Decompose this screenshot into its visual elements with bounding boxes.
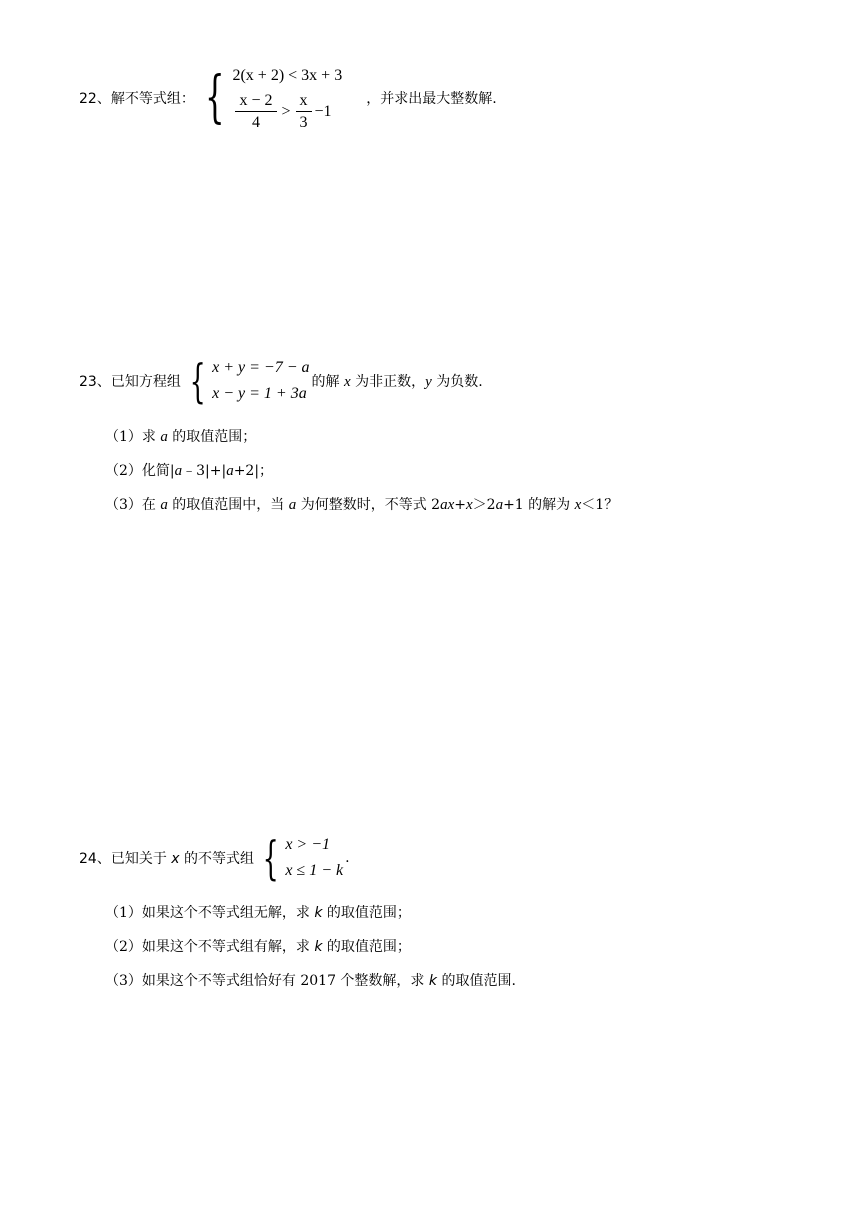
left-brace: { <box>204 65 225 130</box>
problem-22 <box>79 62 497 134</box>
system-line-2: $\frac{x - 2}{4}$ > $\frac{x}{3}$ −1 <box>232 90 342 134</box>
system-line-2: x ≤ 1 − k <box>285 862 344 879</box>
problem-number: 22、 <box>79 91 111 107</box>
question-24-3: （3）如果这个不等式组恰好有 2017 个整数解，求 k 的取值范围. <box>105 973 516 989</box>
left-brace: { <box>189 354 206 408</box>
question-24-1: （1）如果这个不等式组无解，求 k 的取值范围； <box>105 905 411 921</box>
problem-lead: 已知方程组 <box>110 374 181 390</box>
problem-tail: 的解 x 为非正数，y 为负数. <box>311 374 483 390</box>
problem-number: 24、 <box>79 851 111 867</box>
question-23-3: （3）在 a 的取值范围中，当 a 为何整数时，不等式 2ax+x＞2a+1 的解为 x＜1？ <box>105 497 619 513</box>
system-line-2: x − y = 1 + 3a <box>212 385 307 402</box>
system-line-1: x > −1 <box>285 836 331 853</box>
question-23-1: （1）求 a 的取值范围； <box>105 429 257 445</box>
problem-23 <box>79 355 483 407</box>
fraction: $\frac{x - 2}{4}$ <box>235 92 276 133</box>
problem-tail: ，并求出最大整数解. <box>366 91 497 107</box>
problem-lead: 已知关于 x 的不等式组 <box>110 851 255 867</box>
question-24-2: （2）如果这个不等式组有解，求 k 的取值范围； <box>105 939 411 955</box>
left-brace: { <box>262 831 279 885</box>
system-line-1: 2(x + 2) < 3x + 3 <box>232 67 343 84</box>
fraction: $\frac{x}{3}$ <box>296 92 312 133</box>
question-23-2: （2）化简|a﹣3|+|a+2|； <box>105 463 274 479</box>
inequality-system <box>256 832 343 884</box>
problem-number: 23、 <box>79 374 111 390</box>
problem-tail: . <box>345 850 350 866</box>
problem-lead: 解不等式组： <box>110 91 195 107</box>
inequality-system <box>197 62 342 134</box>
system-line-1: x + y = −7 − a <box>212 359 310 376</box>
problem-24 <box>79 832 350 884</box>
equation-system <box>183 355 310 407</box>
